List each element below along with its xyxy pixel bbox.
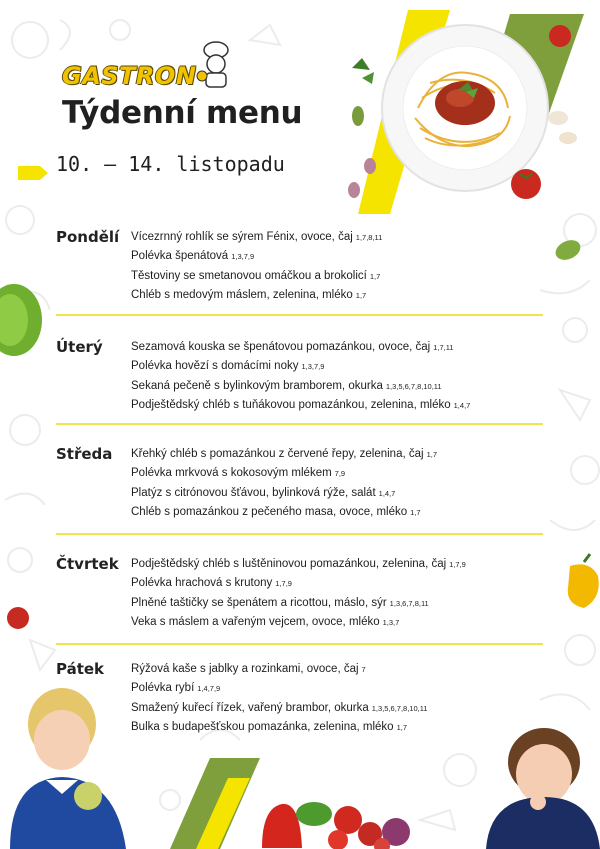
tomato-icon — [4, 604, 32, 632]
menu-items — [131, 338, 551, 415]
menu-item: Polévka hovězí s domácími noky 1,3,7,9 — [131, 360, 325, 373]
menu-item: Polévka špenátová 1,3,7,9 — [131, 250, 255, 263]
day-name: Pátek — [56, 660, 105, 678]
menu-item: Chléb s pomazánkou z pečeného masa, ovoce, mléko 1,7 — [131, 505, 421, 518]
day-name: Středa — [56, 445, 113, 463]
bottom-stripes — [170, 758, 260, 849]
herb-leaf-icon — [552, 236, 584, 264]
menu-item: Plněné taštičky se špenátem a ricottou, máslo, sýr 1,3,6,7,8,11 — [131, 596, 429, 609]
boy-with-apple-image — [10, 684, 140, 849]
menu-item: Těstoviny se smetanovou omáčkou a brokolicí 1,7 — [131, 269, 381, 282]
lettuce-icon — [0, 280, 46, 360]
menu-item: Smažený kuřecí řízek, vařený brambor, okurka 1,3,5,6,7,8,10,11 — [131, 701, 428, 714]
menu-items — [131, 228, 551, 305]
vegetables-image — [258, 790, 418, 849]
menu-item: Vícezrnný rohlík se sýrem Fénix, ovoce, čaj 1,7,8,11 — [131, 231, 383, 243]
page-title: Týdenní menu — [62, 95, 303, 131]
day-separator — [56, 423, 543, 425]
date-range: 10. – 14. listopadu — [56, 152, 285, 176]
menu-item: Polévka hrachová s krutony 1,7,9 — [131, 577, 292, 590]
pepper-icon — [562, 552, 600, 612]
day-separator — [56, 533, 543, 535]
day-name: Čtvrtek — [56, 555, 119, 573]
menu-item: Rýžová kaše s jablky a rozinkami, ovoce, čaj 7 — [131, 663, 366, 675]
menu-item: Sezamová kouska se špenátovou pomazánkou, ovoce, čaj 1,7,11 — [131, 341, 454, 353]
menu-item: Veka s máslem a vařeným vejcem, ovoce, mléko 1,3,7 — [131, 615, 400, 628]
menu-items — [131, 555, 551, 632]
menu-item: Chléb s medovým máslem, zelenina, mléko 1,7 — [131, 288, 367, 301]
day-name: Pondělí — [56, 228, 120, 246]
menu-item: Platýz s citrónovou šťávou, bylinková rýže, salát 1,4,7 — [131, 486, 396, 499]
menu-item: Podještědský chléb s tuňákovou pomazánkou, zelenina, mléko 1,4,7 — [131, 398, 471, 411]
menu-items — [131, 445, 551, 522]
day-name: Úterý — [56, 338, 103, 356]
chef-mascot-icon — [196, 40, 236, 92]
brand-logo-text: GASTRON — [62, 62, 197, 90]
menu-item: Sekaná pečeně s bylinkovým bramborem, okurka 1,3,5,6,7,8,10,11 — [131, 379, 442, 392]
menu-item: Křehký chléb s pomazánkou z červené řepy, zelenina, čaj 1,7 — [131, 448, 437, 460]
menu-item: Polévka rybí 1,4,7,9 — [131, 682, 221, 695]
menu-item: Polévka mrkvová s kokosovým mlékem 7,9 — [131, 467, 346, 480]
day-separator — [56, 314, 543, 316]
day-separator — [56, 643, 543, 645]
menu-item: Podještědský chléb s luštěninovou pomazánkou, zelenina, čaj 1,7,9 — [131, 558, 466, 570]
date-arrow-icon — [18, 166, 48, 180]
spaghetti-plate-image — [340, 8, 600, 218]
menu-item: Bulka s budapešťskou pomazánka, zelenina, mléko 1,7 — [131, 720, 408, 733]
girl-eating-image — [476, 722, 600, 849]
